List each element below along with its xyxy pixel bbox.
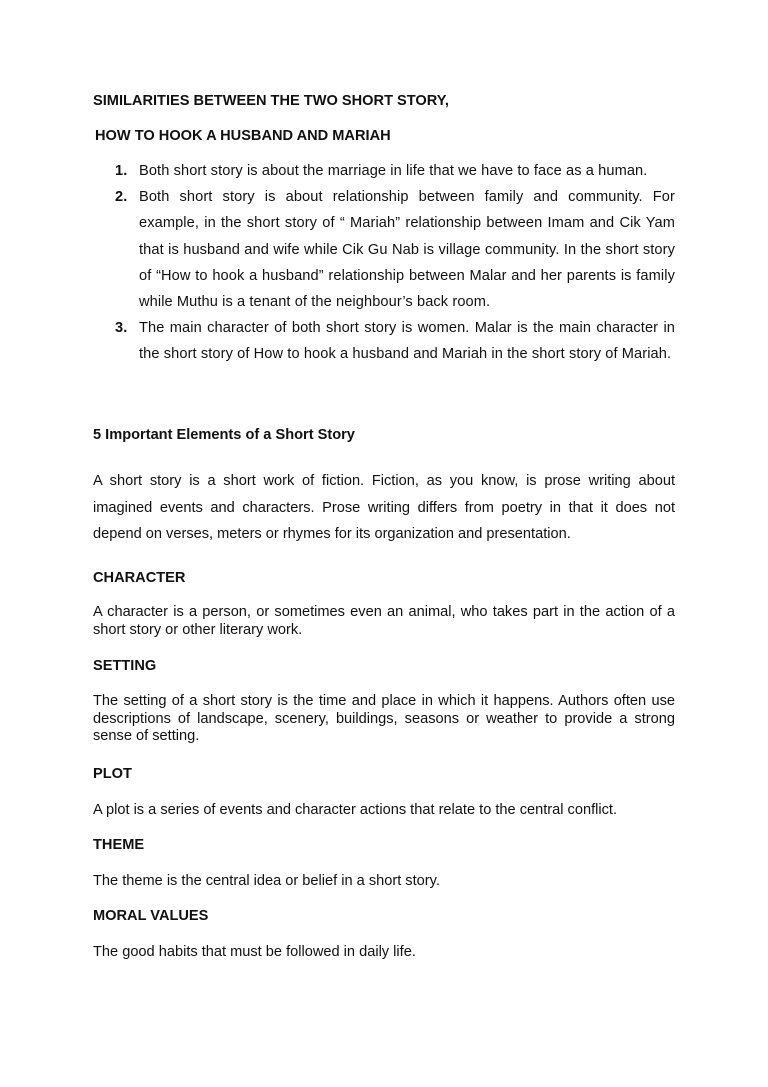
section-text-setting: The setting of a short story is the time and place in which it happens. Authors often use descriptions of landscape, scenery, buildings, seasons or weather to provide a strong sense of setting. <box>93 693 675 744</box>
list-item <box>93 315 675 367</box>
elements-heading: 5 Important Elements of a Short Story <box>93 427 355 443</box>
section-title-plot: PLOT <box>93 766 132 782</box>
section-text-character: A character is a person, or sometimes even an animal, who takes part in the action of a short story or other literary work. <box>93 604 675 638</box>
list-item-number: 1. <box>115 163 128 179</box>
list-item-text: Both short story is about the marriage in life that we have to face as a human. <box>139 163 648 179</box>
section-text-moral-values: The good habits that must be followed in daily life. <box>93 944 416 960</box>
section-text-theme: The theme is the central idea or belief in a short story. <box>93 873 440 889</box>
elements-intro: A short story is a short work of fiction. Fiction, as you know, is prose writing about imagined events and characters. Prose writing differs from poetry in that it does not depend on verses, meters or rhymes for its organization and presentation. <box>93 473 675 542</box>
section-text-plot: A plot is a series of events and character actions that relate to the central conflict. <box>93 802 618 818</box>
section-title-setting: SETTING <box>93 658 157 674</box>
list-item-number: 2. <box>115 189 128 206</box>
similarities-heading-line1: SIMILARITIES BETWEEN THE TWO SHORT STORY, <box>93 93 449 109</box>
list-item-text: Both short story is about relationship between family and community. For example, in the short story of “ Mariah” relationship between Imam and Cik Yam that is husband and wife while Cik Gu Nab is village community. In the short story of “How to hook a husband” relationship between Malar and her parents is family while Muthu is a tenant of the neighbour’s back room. <box>139 189 675 311</box>
similarities-heading-line2: HOW TO HOOK A HUSBAND AND MARIAH <box>95 128 391 144</box>
list-item-text: The main character of both short story is women. Malar is the main character in the short story of How to hook a husband and Mariah in the short story of Mariah. <box>139 320 675 363</box>
list-item-number: 3. <box>115 320 128 337</box>
section-title-moral-values: MORAL VALUES <box>93 908 209 924</box>
list-item <box>93 158 675 184</box>
list-item <box>93 184 675 315</box>
section-title-character: CHARACTER <box>93 570 186 586</box>
section-title-theme: THEME <box>93 837 145 853</box>
similarities-list <box>93 158 675 368</box>
